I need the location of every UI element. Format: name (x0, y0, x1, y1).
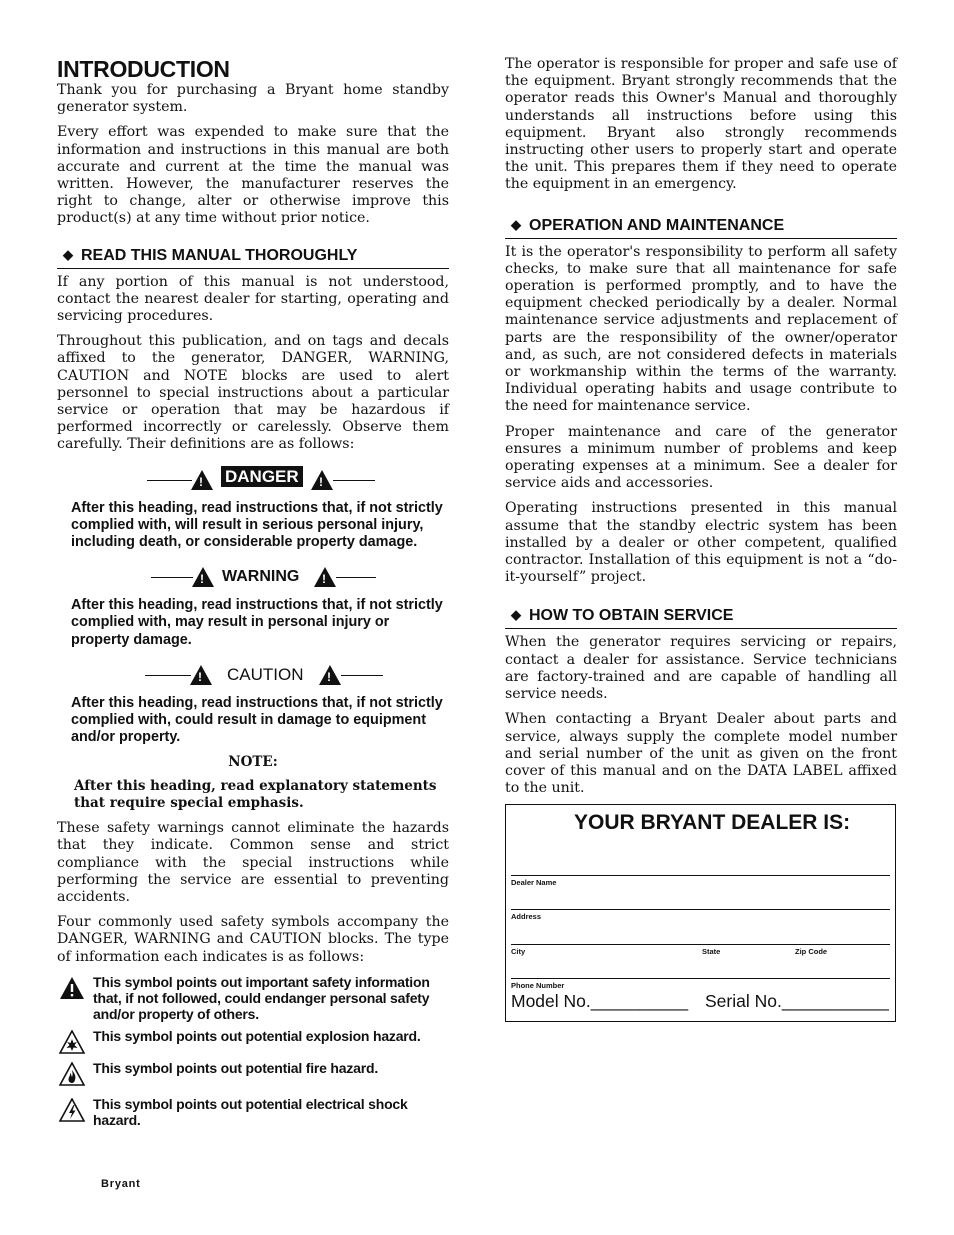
city-line (511, 944, 890, 945)
warning-description: After this heading, read instructions that, if not strictly complied with, may result in personal injury or property damage. (71, 597, 443, 648)
section-title: OPERATION AND MAINTENANCE (529, 216, 785, 234)
symbol-description: This symbol points out potential explosion hazard. (93, 1027, 421, 1044)
section-heading-operation (505, 216, 897, 239)
address-label: Address (511, 912, 542, 921)
symbol-fire (57, 1060, 449, 1076)
section-title: HOW TO OBTAIN SERVICE (529, 607, 734, 625)
diamond-bullet-icon: ◆ (511, 607, 521, 623)
explosion-hazard-icon (59, 1030, 85, 1054)
dealer-box-title: YOUR BRYANT DEALER IS: (574, 811, 851, 834)
zip-code-label: Zip Code (795, 947, 828, 956)
page-title: INTRODUCTION (57, 56, 230, 82)
caution-signal-heading (57, 663, 449, 689)
intro-paragraph-2: Every effort was expended to make sure that the information and instructions in this manual are both accurate and current at the time the manual was written. However, the manufacturer reserves the right to change, alter or otherwise improve this product(s) at any time without prior notice. (57, 124, 449, 227)
warning-triangle-icon (191, 470, 213, 490)
section-heading-service (505, 606, 897, 629)
city-label: City (511, 947, 526, 956)
serial-number-field: Serial No.___________ (705, 991, 889, 1011)
warning-triangle-icon (311, 470, 333, 490)
electric-shock-icon (59, 1098, 85, 1122)
service-paragraph-1: When the generator requires servicing or repairs, contact a dealer for assistance. Service technicians are factory-trained and are capable of handling all service needs. (505, 634, 897, 703)
symbol-electric-shock (57, 1096, 449, 1128)
note-label: NOTE: (228, 754, 278, 771)
right-column (505, 56, 897, 805)
state-label: State (702, 947, 721, 956)
dealer-name-label: Dealer Name (511, 878, 557, 887)
warning-triangle-icon (319, 665, 341, 685)
model-number-field: Model No.__________ (511, 991, 689, 1011)
left-column (57, 56, 449, 1134)
warning-triangle-icon (314, 567, 336, 587)
safety-warnings-paragraph: These safety warnings cannot eliminate the hazards that they indicate. Common sense and strict compliance with the special instructions while performing the service are essential to preventing accidents. (57, 820, 449, 905)
service-paragraph-2: When contacting a Bryant Dealer about parts and service, always supply the complete model number and serial number of the unit as given on the front cover of this manual and on the DATA LABEL affixed to the unit. (505, 711, 897, 797)
symbol-explosion (57, 1028, 449, 1044)
symbol-description: This symbol points out potential fire hazard. (93, 1059, 379, 1076)
section-title: READ THIS MANUAL THOROUGHLY (81, 246, 358, 264)
read-manual-paragraph-1: If any portion of this manual is not understood, contact the nearest dealer for starting, operating and servicing procedures. (57, 273, 449, 325)
diamond-bullet-icon: ◆ (511, 216, 521, 232)
symbol-description: This symbol points out potential electrical shock hazard. (93, 1095, 408, 1128)
operator-responsibility-paragraph: The operator is responsible for proper and safe use of the equipment. Bryant strongly recommends that the operator reads this Owner's Manual and thoroughly understands all instructions before using this equipment. Bryant also strongly recommends instructing other users to properly start and operate the unit. This prepares them if they need to operate the equipment in an emergency. (505, 56, 897, 193)
alert-triangle-icon (59, 976, 85, 1000)
read-manual-paragraph-2: Throughout this publication, and on tags and decals affixed to the generator, DANGER, WARNING, CAUTION and NOTE blocks are used to alert personnel to special instructions about a particular service or operation that may be hazardous if performed incorrectly or carelessly. Observe them carefully. Their definitions are as follows: (57, 333, 449, 453)
danger-label: DANGER (221, 466, 303, 487)
symbol-safety-info (57, 974, 449, 1022)
warning-signal-heading (57, 565, 449, 591)
footer-brand: Bryant (101, 1178, 141, 1190)
diamond-bullet-icon: ◆ (63, 246, 73, 262)
section-heading-read-manual (57, 246, 449, 269)
symbol-description: This symbol points out important safety information that, if not followed, could endanger personal safety and/or property of others. (93, 973, 430, 1022)
fire-hazard-icon (59, 1062, 85, 1086)
warning-triangle-icon (190, 665, 212, 685)
intro-paragraph-1: Thank you for purchasing a Bryant home standby generator system. (57, 82, 449, 116)
operation-paragraph-2: Proper maintenance and care of the generator ensures a minimum number of problems and keep operating expenses at a minimum. See a dealer for service aids and accessories. (505, 423, 897, 492)
danger-signal-heading (57, 468, 449, 494)
caution-description: After this heading, read instructions that, if not strictly complied with, could result in damage to equipment and/or property. (71, 694, 443, 746)
dealer-info-box (505, 804, 896, 1022)
address-line (511, 909, 890, 910)
operation-paragraph-3: Operating instructions presented in this manual assume that the standby electric system has been installed by a dealer or other competent, qualified contractor. Installation of this equipment is not a “do-it-yourself” project. (505, 500, 897, 586)
operation-paragraph-1: It is the operator's responsibility to perform all safety checks, to make sure that all maintenance for safe operation is performed promptly, and to have the equipment checked periodically by a dealer. Normal maintenance service adjustments and replacement of parts are the responsibility of the owner/operator and, as such, are not considered defects in materials or workmanship within the terms of the warranty. Individual operating habits and usage contribute to the need for maintenance service. (505, 243, 897, 415)
note-description: After this heading, read explanatory statements that require special emphasis. (74, 777, 437, 811)
safety-symbols-paragraph: Four commonly used safety symbols accompany the DANGER, WARNING and CAUTION blocks. The type of information each indicates is as follows: (57, 914, 449, 965)
danger-description: After this heading, read instructions that, if not strictly complied with, will result in serious personal injury, including death, or considerable property damage. (71, 499, 443, 551)
phone-line (511, 978, 890, 979)
caution-label: CAUTION (227, 664, 304, 684)
warning-label: WARNING (222, 568, 300, 586)
warning-triangle-icon (192, 567, 214, 587)
phone-number-label: Phone Number (511, 981, 565, 990)
dealer-name-line (511, 875, 890, 876)
